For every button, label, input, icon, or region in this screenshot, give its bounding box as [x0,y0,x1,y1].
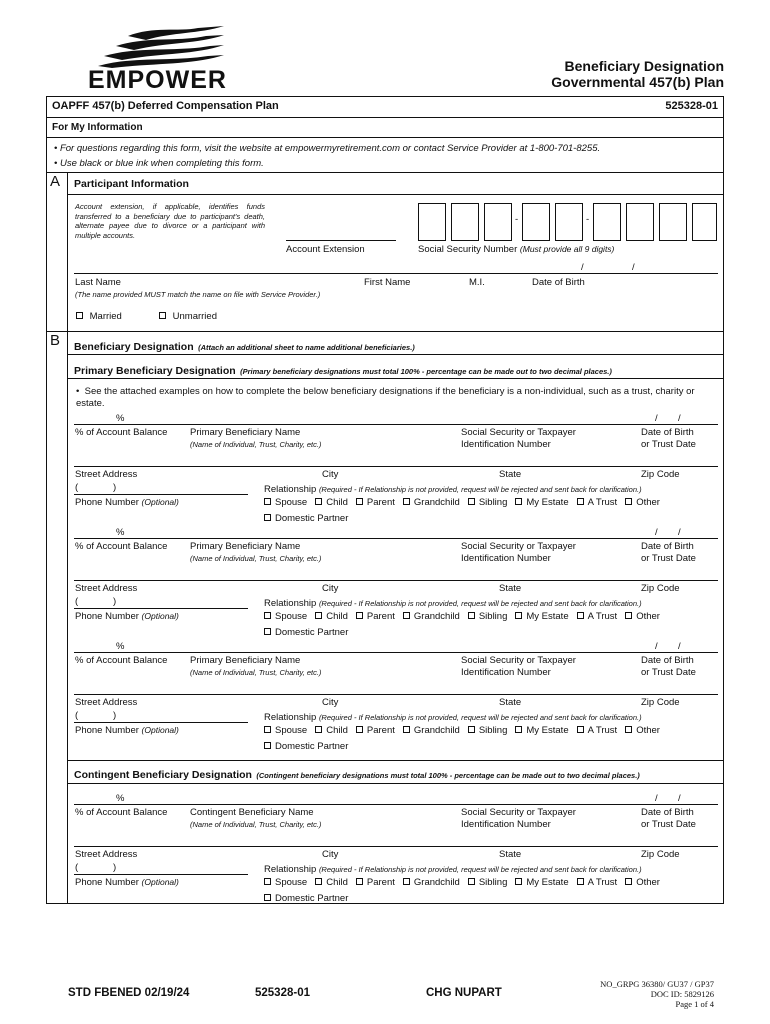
domestic-partner-checkbox[interactable]: Domestic Partner [264,627,348,638]
beneficiary-name-label: Contingent Beneficiary Name [190,807,314,818]
zip-label: Zip Code [641,849,680,860]
section-b-letter: B [50,332,61,349]
relationship-option-checkbox[interactable]: Grandchild [403,725,460,736]
phone-label: Phone Number (Optional) [75,725,179,736]
beneficiary-name-note: (Name of Individual, Trust, Charity, etc.) [190,668,322,677]
zip-label: Zip Code [641,583,680,594]
beneficiary-name-note: (Name of Individual, Trust, Charity, etc.) [190,440,322,449]
footer-doc-id: NO_GRPG 36380/ GU37 / GP37 DOC ID: 5829126 Page 1 of 4 [600,979,714,1009]
relationship-option-checkbox[interactable]: Grandchild [403,611,460,622]
relationship-option-checkbox[interactable]: Other [625,725,660,736]
ssn-digit-box[interactable] [418,203,446,241]
state-label: State [499,583,522,594]
name-note: (The name provided MUST match the name on file with Service Provider.) [75,290,321,299]
ssn-digit-box[interactable] [626,203,654,241]
relationship-option-checkbox[interactable]: A Trust [577,725,618,736]
street-label: Street Address [75,697,138,708]
state-label: State [499,469,522,480]
mi-label: M.I. [469,277,485,288]
relationship-option-checkbox[interactable]: Grandchild [403,877,460,888]
relationship-option-checkbox[interactable]: Spouse [264,725,307,736]
relationship-option-checkbox[interactable]: Parent [356,497,395,508]
relationship-option-checkbox[interactable]: Child [315,877,348,888]
beneficiary-name-note: (Name of Individual, Trust, Charity, etc.) [190,820,322,829]
relationship-option-checkbox[interactable]: My Estate [515,725,568,736]
primary-bullet: • See the attached examples on how to complete the below beneficiary designations if the beneficiary is a non-individual, such as a trust, charity or estate. [76,386,695,409]
plan-number: 525328-01 [665,100,718,112]
footer-chg: CHG NUPART [426,987,502,999]
married-checkbox[interactable]: Married [76,311,122,322]
relationship-option-checkbox[interactable]: My Estate [515,611,568,622]
ssn-digit-box[interactable] [484,203,512,241]
relationship-option-checkbox[interactable]: Sibling [468,877,508,888]
ssn-digit-box[interactable] [659,203,687,241]
last-name-label: Last Name [75,277,121,288]
relationship-option-checkbox[interactable]: Parent [356,877,395,888]
primary-title: Primary Beneficiary Designation (Primary beneficiary designations must total 100% - percentage can be made out to two decimal places.) [74,365,612,377]
ssn-digit-box[interactable] [593,203,621,241]
dob-label: Date of Birth [532,277,585,288]
unmarried-checkbox[interactable]: Unmarried [159,311,217,322]
relationship-option-checkbox[interactable]: Other [625,497,660,508]
brand-logo-text: EMPOWER [88,66,227,94]
relationship-option-checkbox[interactable]: Parent [356,725,395,736]
city-label: City [322,583,339,594]
relationship-option-checkbox[interactable]: Other [625,877,660,888]
beneficiary-name-note: (Name of Individual, Trust, Charity, etc.) [190,554,322,563]
domestic-partner-checkbox[interactable]: Domestic Partner [264,893,348,904]
relationship-option-checkbox[interactable]: Parent [356,611,395,622]
relationship-option-checkbox[interactable]: Other [625,611,660,622]
relationship-option-checkbox[interactable]: Sibling [468,611,508,622]
relationship-label: Relationship (Required - If Relationship is not provided, request will be rejected and sent back for clarification.) [264,484,642,495]
footer-form-id: STD FBENED 02/19/24 [68,987,190,999]
section-b-title: Beneficiary Designation (Attach an additional sheet to name additional beneficiaries.) [74,341,415,353]
domestic-partner-checkbox[interactable]: Domestic Partner [264,513,348,524]
footer-plan-number: 525328-01 [255,987,310,999]
city-label: City [322,697,339,708]
form-title: Beneficiary Designation [564,58,724,74]
relationship-option-checkbox[interactable]: Child [315,611,348,622]
relationship-option-checkbox[interactable]: Sibling [468,725,508,736]
pct-balance-label: % of Account Balance [75,541,168,552]
ssn-digit-box[interactable] [555,203,583,241]
relationship-option-checkbox[interactable]: Child [315,725,348,736]
relationship-option-checkbox[interactable]: Spouse [264,877,307,888]
zip-label: Zip Code [641,469,680,480]
first-name-label: First Name [364,277,411,288]
relationship-label: Relationship (Required - If Relationship is not provided, request will be rejected and sent back for clarification.) [264,598,642,609]
relationship-options[interactable] [264,611,668,622]
pct-balance-label: % of Account Balance [75,427,168,438]
relationship-option-checkbox[interactable]: Child [315,497,348,508]
relationship-label: Relationship (Required - If Relationship is not provided, request will be rejected and sent back for clarification.) [264,864,642,875]
relationship-label: Relationship (Required - If Relationship is not provided, request will be rejected and sent back for clarification.) [264,712,642,723]
relationship-option-checkbox[interactable]: Spouse [264,611,307,622]
section-a-title: Participant Information [74,178,189,190]
zip-label: Zip Code [641,697,680,708]
state-label: State [499,697,522,708]
section-a-letter: A [50,173,61,190]
relationship-option-checkbox[interactable]: Grandchild [403,497,460,508]
street-label: Street Address [75,469,138,480]
relationship-options[interactable] [264,497,668,508]
relationship-option-checkbox[interactable]: Spouse [264,497,307,508]
relationship-option-checkbox[interactable]: My Estate [515,497,568,508]
info-bullet-1: • For questions regarding this form, visit the website at empowermyretirement.com or contact Service Provider at 1-800-701-8255. [54,143,601,154]
plan-name: OAPFF 457(b) Deferred Compensation Plan [52,100,279,112]
street-label: Street Address [75,849,138,860]
relationship-option-checkbox[interactable]: A Trust [577,877,618,888]
relationship-option-checkbox[interactable]: A Trust [577,611,618,622]
street-label: Street Address [75,583,138,594]
city-label: City [322,469,339,480]
beneficiary-name-label: Primary Beneficiary Name [190,541,301,552]
account-ext-note: Account extension, if applicable, identifies funds transferred to a beneficiary due to participant's death, alternate payee due to divorce or a participant with multiple accounts. [75,202,265,240]
phone-label: Phone Number (Optional) [75,497,179,508]
account-ext-label: Account Extension [286,244,365,255]
domestic-partner-checkbox[interactable]: Domestic Partner [264,741,348,752]
city-label: City [322,849,339,860]
phone-label: Phone Number (Optional) [75,877,179,888]
state-label: State [499,849,522,860]
form-subtitle: Governmental 457(b) Plan [551,74,724,90]
info-bullet-2: • Use black or blue ink when completing this form. [54,158,264,169]
relationship-option-checkbox[interactable]: My Estate [515,877,568,888]
pct-balance-label: % of Account Balance [75,807,168,818]
pct-balance-label: % of Account Balance [75,655,168,666]
empower-logo-icon [98,26,226,68]
relationship-options[interactable] [264,725,668,736]
beneficiary-name-label: Primary Beneficiary Name [190,427,301,438]
relationship-options[interactable] [264,877,668,888]
ssn-digit-box[interactable] [522,203,550,241]
ssn-label: Social Security Number (Must provide all 9 digits) [418,244,615,255]
relationship-option-checkbox[interactable]: Sibling [468,497,508,508]
ssn-digit-box[interactable] [692,203,717,241]
beneficiary-name-label: Primary Beneficiary Name [190,655,301,666]
ssn-digit-box[interactable] [451,203,479,241]
contingent-title: Contingent Beneficiary Designation (Contingent beneficiary designations must total 100% - percentage can be made out to two decimal places.) [74,769,640,781]
relationship-option-checkbox[interactable]: A Trust [577,497,618,508]
phone-label: Phone Number (Optional) [75,611,179,622]
for-my-info-title: For My Information [52,122,143,133]
